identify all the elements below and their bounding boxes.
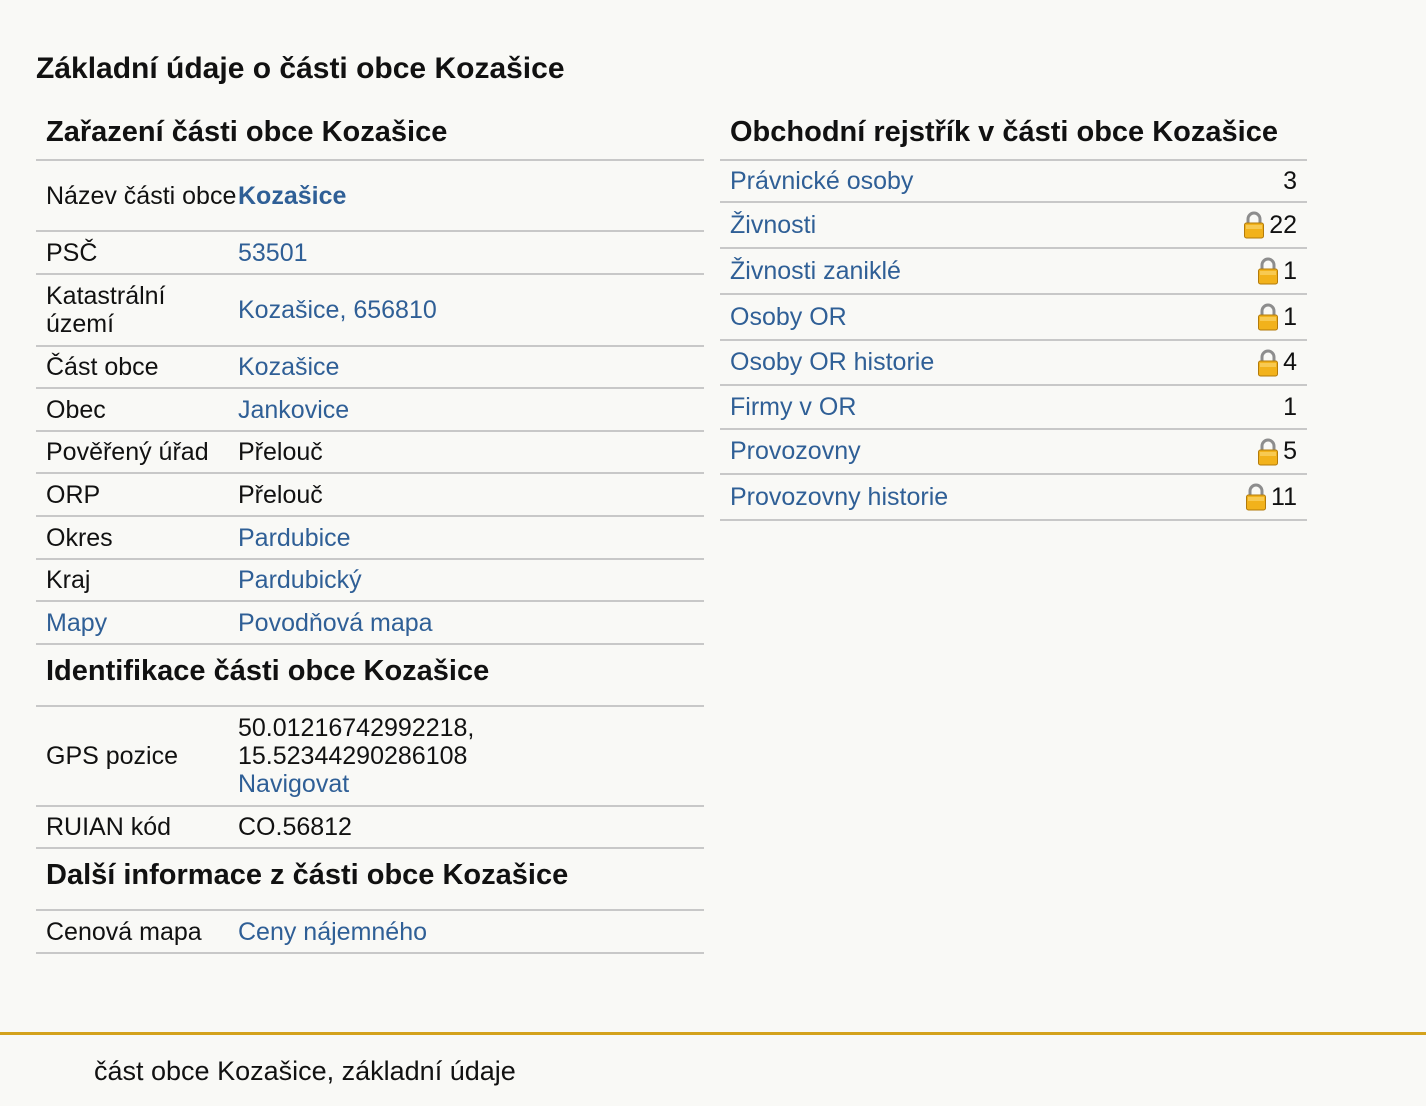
rejstrik-link[interactable]: Firmy v OR (730, 392, 857, 421)
rejstrik-count-cell (1283, 393, 1297, 422)
gps-value (238, 714, 704, 798)
row-label: Katastrální území (46, 282, 166, 338)
footer-divider (0, 1032, 1426, 1035)
row-nazev (36, 161, 704, 232)
zarazeni-heading: Zařazení části obce Kozašice (36, 110, 704, 161)
rejstrik-count: 1 (1283, 392, 1297, 421)
rejstrik-table (720, 161, 1307, 521)
obec-link[interactable]: Jankovice (238, 395, 350, 424)
row-ruian (36, 807, 704, 849)
footer-text: část obce Kozašice, základní údaje (94, 1056, 516, 1086)
rejstrik-count: 22 (1269, 210, 1297, 239)
rejstrik-row (720, 249, 1307, 295)
row-katastr (36, 275, 704, 347)
rejstrik-count-cell (1243, 211, 1297, 240)
row-label: Část obce (46, 353, 159, 381)
rejstrik-count: 4 (1283, 348, 1297, 376)
row-label: PSČ (46, 238, 98, 267)
row-obec (36, 389, 704, 432)
left-column (36, 110, 704, 954)
rejstrik-row (720, 203, 1307, 249)
row-label: Okres (46, 523, 113, 552)
rejstrik-link[interactable]: Provozovny historie (730, 482, 949, 511)
lock-icon (1257, 303, 1279, 331)
navigate-link[interactable]: Navigovat (238, 770, 350, 798)
rejstrik-link[interactable]: Osoby OR historie (730, 348, 935, 376)
psc-link[interactable]: 53501 (238, 238, 308, 267)
nazev-link[interactable]: Kozašice (238, 181, 347, 210)
row-okres (36, 517, 704, 560)
orp-value: Přelouč (238, 480, 323, 509)
gps-longitude: 15.52344290286108 (238, 742, 468, 770)
row-cenova-mapa (36, 911, 704, 954)
dalsi-heading: Další informace z části obce Kozašice (36, 849, 704, 911)
kraj-link[interactable]: Pardubický (238, 566, 362, 594)
row-label: Název části obce (46, 181, 237, 210)
rejstrik-link[interactable]: Živnosti zaniklé (730, 256, 901, 285)
povereny-urad-value: Přelouč (238, 438, 323, 466)
rejstrik-row (720, 430, 1307, 475)
rejstrik-row (720, 386, 1307, 430)
row-psc (36, 232, 704, 275)
lock-icon (1257, 257, 1279, 285)
row-label: ORP (46, 480, 101, 509)
lock-icon (1245, 483, 1267, 511)
row-label: Pověřený úřad (46, 438, 209, 466)
row-label: RUIAN kód (46, 813, 172, 841)
rejstrik-heading: Obchodní rejstřík v části obce Kozašice (720, 110, 1307, 161)
rejstrik-count: 3 (1283, 166, 1297, 195)
rejstrik-count-cell (1257, 257, 1297, 286)
rejstrik-count-cell (1257, 437, 1297, 466)
rejstrik-count: 5 (1283, 437, 1297, 465)
row-povereny-urad (36, 432, 704, 474)
row-label: Kraj (46, 566, 91, 594)
rejstrik-link[interactable]: Právnické osoby (730, 166, 914, 195)
row-label: Cenová mapa (46, 917, 202, 946)
row-cast-obce (36, 347, 704, 389)
rejstrik-row (720, 475, 1307, 521)
lock-icon (1243, 211, 1265, 239)
cast-obce-link[interactable]: Kozašice (238, 353, 340, 381)
rejstrik-row (720, 341, 1307, 386)
lock-icon (1257, 349, 1279, 377)
ceny-najemneho-link[interactable]: Ceny nájemného (238, 917, 428, 946)
page-title: Základní údaje o části obce Kozašice (36, 52, 565, 85)
lock-icon (1257, 438, 1279, 466)
rejstrik-count-cell (1283, 167, 1297, 196)
right-column (720, 110, 1307, 521)
rejstrik-row (720, 161, 1307, 203)
row-label: GPS pozice (46, 742, 179, 770)
row-orp (36, 474, 704, 517)
okres-link[interactable]: Pardubice (238, 523, 351, 552)
identifikace-heading: Identifikace části obce Kozašice (36, 645, 704, 707)
rejstrik-count-cell (1257, 348, 1297, 377)
rejstrik-count-cell (1257, 303, 1297, 332)
mapy-link[interactable]: Mapy (46, 608, 108, 637)
rejstrik-row (720, 295, 1307, 341)
gps-latitude: 50.01216742992218, (238, 714, 475, 742)
rejstrik-count: 11 (1271, 482, 1297, 511)
row-kraj (36, 560, 704, 602)
row-mapy (36, 602, 704, 645)
rejstrik-count-cell (1245, 483, 1297, 512)
povodnova-mapa-link[interactable]: Povodňová mapa (238, 608, 433, 637)
rejstrik-link[interactable]: Osoby OR (730, 302, 847, 331)
rejstrik-count: 1 (1283, 256, 1297, 285)
ruian-value: CO.56812 (238, 813, 352, 841)
katastr-link[interactable]: Kozašice, 656810 (238, 296, 437, 324)
row-label: Obec (46, 395, 106, 424)
row-gps (36, 707, 704, 807)
rejstrik-link[interactable]: Provozovny (730, 437, 861, 465)
rejstrik-count: 1 (1283, 302, 1297, 331)
rejstrik-link[interactable]: Živnosti (730, 210, 817, 239)
